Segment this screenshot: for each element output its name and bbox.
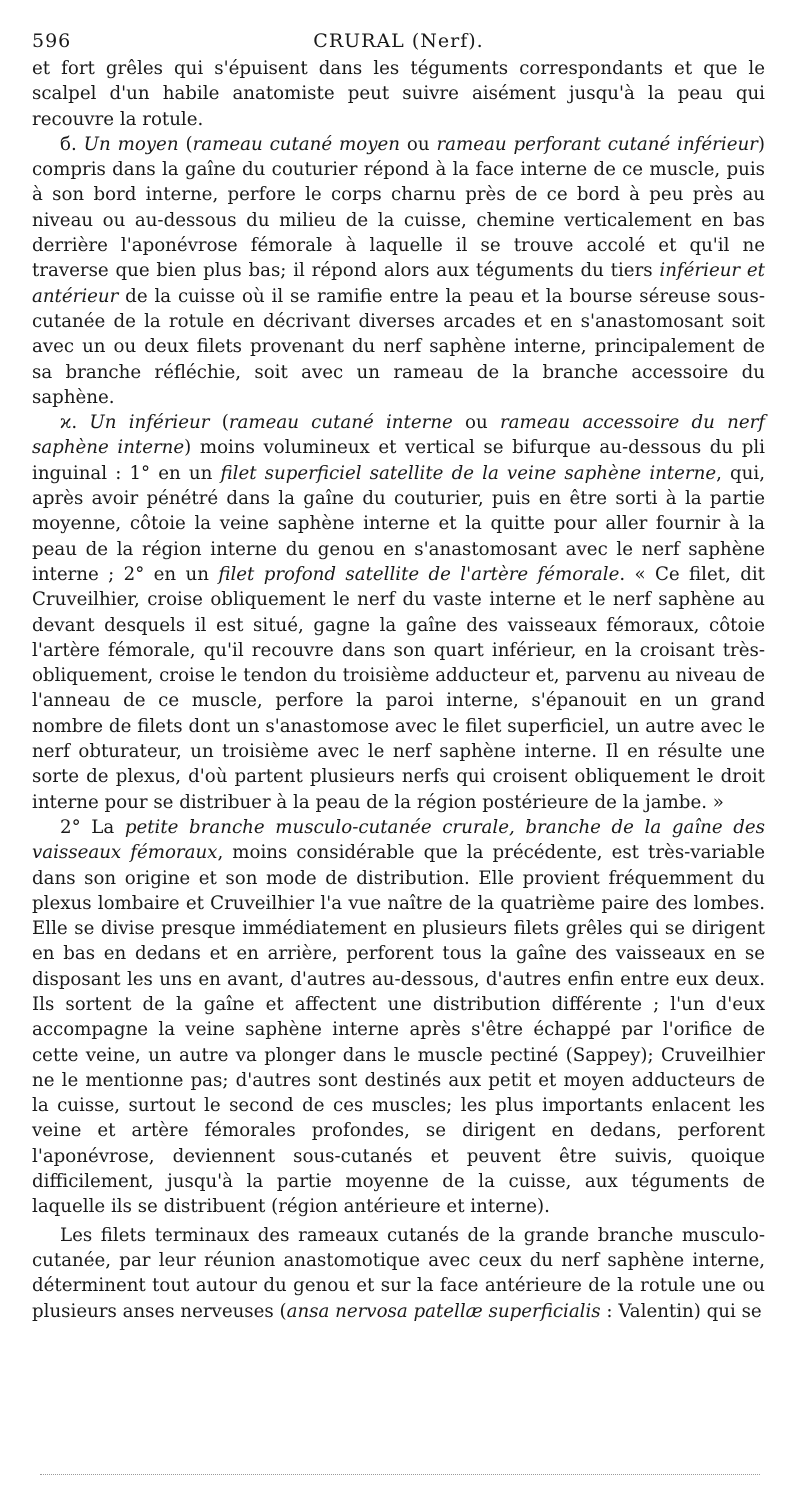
italic-run: rameau accessoire du nerf saphène interne	[32, 412, 766, 459]
text-run: 2° La	[60, 816, 125, 838]
text-run: et fort grêles qui s'épuisent dans les téguments correspondants et que le scalpel d'un habile anatomiste peut suivre aisément jusqu'à la peau qui recouvre la rotule.	[32, 58, 765, 130]
text-run: , moins considérable que la précédente, est très-variable dans son origine et son mode de distribution. Elle provient fréquemment du plexus lombaire et Cruveilhier l'a vue naître de la quatrième paire des lombes. Elle se divise presque immédiatement en plusieurs filets grêles qui se dirigent en bas en dedans et en arrière, perforent tous la gaîne des vaisseaux en se disposant les uns en avant, d'autres au-dessous, d'autres enfin entre eux deux. Ils sortent de la gaîne et affectent une distribution différente ; l'un d'eux accompagne la veine saphène interne après s'être échappé par l'orifice de cette veine, un autre va plonger dans le muscle pectiné (Sappey); Cruveilhier ne le mentionne pas; d'autres sont destinés aux petit et moyen adducteurs de la cuisse, surtout le second de ces muscles; les plus importants enlacent les veine et artère fémorales profondes, se dirigent en dedans, perforent l'aponévrose, deviennent sous-cutanés et peuvent être suivis, quoique difficilement, jusqu'à la partie moyenne de la cuisse, aux téguments de laquelle ils se distribuent (région antérieure et interne).	[32, 842, 765, 1218]
italic-run: rameau perforant cutané inférieur	[436, 133, 758, 155]
italic-run: rameau cutané moyen	[192, 133, 400, 155]
text-run: , qui, après avoir pénétré dans la gaîne du couturier, puis en être sorti à la partie moyenne, côtoie la veine saphène interne et la quitte pour aller fournir à la peau de la région interne du genou en s'anastomosant avec le nerf saphène interne ; 2° en un	[32, 462, 765, 585]
page-header	[32, 26, 765, 56]
italic-run: petite branche musculo-cutanée crurale, branche de la gaîne des vaisseaux fémoraux	[32, 816, 765, 864]
text-run: ou	[452, 412, 500, 434]
text-run: (	[178, 133, 193, 155]
italic-run: ansa nervosa patellæ superficialis	[286, 1300, 601, 1322]
body-text	[32, 56, 765, 1324]
italic-run: filet superficiel satellite de la veine saphène interne	[220, 462, 717, 484]
text-run: ou	[399, 133, 437, 155]
paragraph	[32, 1223, 765, 1324]
text-run: Les filets terminaux des rameaux cutanés de la grande branche musculo-cutanée, par leur réunion anastomotique avec ceux du nerf saphène interne, déterminent tout autour du genou et sur la face antérieure de la rotule une ou plusieurs anses nerveuses (	[32, 1224, 765, 1322]
text-run: . « Ce filet, dit Cruveilhier, croise obliquement le nerf du vaste interne et le nerf saphène au devant desquels il est situé, gagne la gaîne des vaisseaux fémoraux, côtoie l'artère fémorale, qu'il recouvre dans son quart inférieur, en la croisant très-obliquement, croise le tendon du troisième adducteur et, parvenu au niveau de l'anneau de ce muscle, perfore la paroi interne, s'épanouit en un grand nombre de filets dont un s'anastomose avec le filet superficiel, un autre avec le nerf obturateur, un troisième avec le nerf saphène interne. Il en résulte une sorte de plexus, d'où partent plusieurs nerfs qui croisent obliquement le droit interne pour se distribuer à la peau de la région postérieure de la jambe. »	[32, 563, 765, 813]
book-page	[32, 26, 765, 1324]
text-run: de la cuisse où il se ramifie entre la peau et la bourse séreuse sous-cutanée de la rotule en décrivant diverses arcades et en s'anastomosant soit avec un ou deux filets provenant du nerf saphène interne, principalement de sa branche réfléchie, soit avec un rameau de la branche accessoire du saphène.	[32, 285, 765, 408]
italic-run: rameau cutané interne	[228, 412, 453, 434]
paragraph	[32, 815, 765, 1220]
text-run: ) moins volumineux et vertical se bifurque au-dessous du pli inguinal : 1° en un	[32, 437, 766, 484]
text-run: ϰ.	[60, 412, 90, 434]
italic-run: Un moyen	[83, 133, 179, 155]
italic-run: filet profond satellite de l'artère fémorale	[218, 563, 620, 585]
footer-dotted-rule	[40, 1474, 760, 1475]
paragraph	[32, 132, 765, 410]
text-run: (	[209, 412, 229, 434]
italic-run: Un inférieur	[89, 412, 210, 434]
italic-run: inférieur et antérieur	[32, 260, 765, 307]
text-run: ) compris dans la gaîne du couturier répond à la face interne de ce muscle, puis à son bord interne, perfore le corps charnu près de ce bord à peu près au niveau ou au-dessous du milieu de la cuisse, chemine verticalement en bas derrière l'aponévrose fémorale à laquelle il se trouve accolé et qu'il ne traverse que bien plus bas; il répond alors aux téguments du tiers	[32, 133, 765, 282]
running-title: CRURAL (Nerf).	[313, 30, 484, 52]
paragraph	[32, 410, 765, 815]
text-run: : Valentin) qui se	[600, 1300, 762, 1322]
paragraph	[32, 56, 765, 132]
text-run: б.	[60, 133, 84, 155]
page-number: 596	[32, 30, 72, 52]
